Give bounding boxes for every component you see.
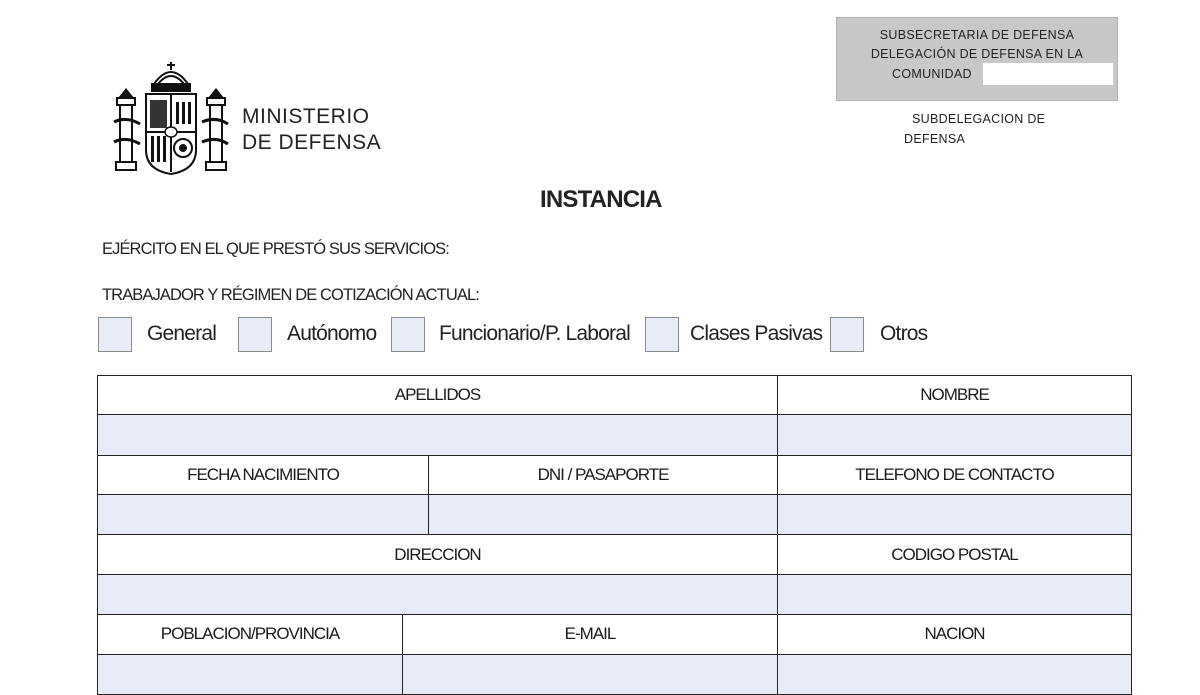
checkbox-otros[interactable]	[830, 317, 864, 352]
header-poblacion: POBLACION/PROVINCIA	[98, 615, 403, 654]
input-fecha-nacimiento[interactable]	[98, 495, 429, 535]
comunidad-label: COMUNIDAD	[892, 67, 972, 81]
regime-question: TRABAJADOR Y RÉGIMEN DE COTIZACIÓN ACTUAL:	[102, 286, 479, 304]
header-fecha-nacimiento: FECHA NACIMIENTO	[98, 455, 429, 494]
subdelegacion-line-2: DEFENSA	[904, 132, 966, 146]
subdelegacion-label	[904, 109, 1045, 149]
checkbox-funcionario[interactable]	[391, 317, 425, 352]
coat-of-arms-icon	[112, 58, 230, 182]
header-email: E-MAIL	[403, 615, 778, 654]
subdelegacion-line-1: SUBDELEGACION DE	[912, 112, 1046, 126]
checkbox-clases-pasivas[interactable]	[645, 317, 679, 352]
header-direccion: DIRECCION	[98, 535, 778, 574]
header-nacion: NACION	[778, 615, 1132, 654]
input-telefono[interactable]	[778, 495, 1132, 535]
header-apellidos: APELLIDOS	[98, 376, 778, 415]
ministry-line-2: DE DEFENSA	[242, 131, 382, 154]
delegation-box	[836, 17, 1118, 101]
header-codigo-postal: CODIGO POSTAL	[778, 535, 1132, 574]
form-title: INSTANCIA	[540, 186, 662, 213]
checkbox-label-otros: Otros	[880, 322, 928, 345]
comunidad-input[interactable]	[983, 63, 1113, 85]
checkbox-general[interactable]	[98, 317, 132, 352]
delegation-line-2: DELEGACIÓN DE DEFENSA EN LA	[870, 47, 1084, 61]
header-dni-pasaporte: DNI / PASAPORTE	[429, 455, 778, 494]
checkbox-label-autonomo: Autónomo	[287, 322, 377, 345]
input-apellidos[interactable]	[98, 415, 778, 455]
header-nombre: NOMBRE	[778, 376, 1132, 415]
checkbox-autonomo[interactable]	[238, 317, 272, 352]
header-telefono: TELEFONO DE CONTACTO	[778, 455, 1132, 494]
delegation-line-1: SUBSECRETARIA DE DEFENSA	[879, 28, 1075, 42]
input-codigo-postal[interactable]	[778, 574, 1132, 614]
checkbox-label-clases-pasivas: Clases Pasivas	[690, 322, 823, 345]
army-question: EJÉRCITO EN EL QUE PRESTÓ SUS SERVICIOS:	[102, 240, 449, 258]
input-email[interactable]	[403, 654, 778, 694]
input-direccion[interactable]	[98, 574, 778, 614]
input-dni-pasaporte[interactable]	[429, 495, 778, 535]
input-nacion[interactable]	[778, 654, 1132, 694]
checkbox-label-funcionario: Funcionario/P. Laboral	[439, 322, 630, 345]
ministry-line-1: MINISTERIO	[242, 105, 370, 128]
ministry-name	[242, 104, 381, 156]
checkbox-label-general: General	[147, 322, 217, 345]
personal-data-table	[97, 375, 1132, 695]
input-nombre[interactable]	[778, 415, 1132, 455]
input-poblacion[interactable]	[98, 654, 403, 694]
